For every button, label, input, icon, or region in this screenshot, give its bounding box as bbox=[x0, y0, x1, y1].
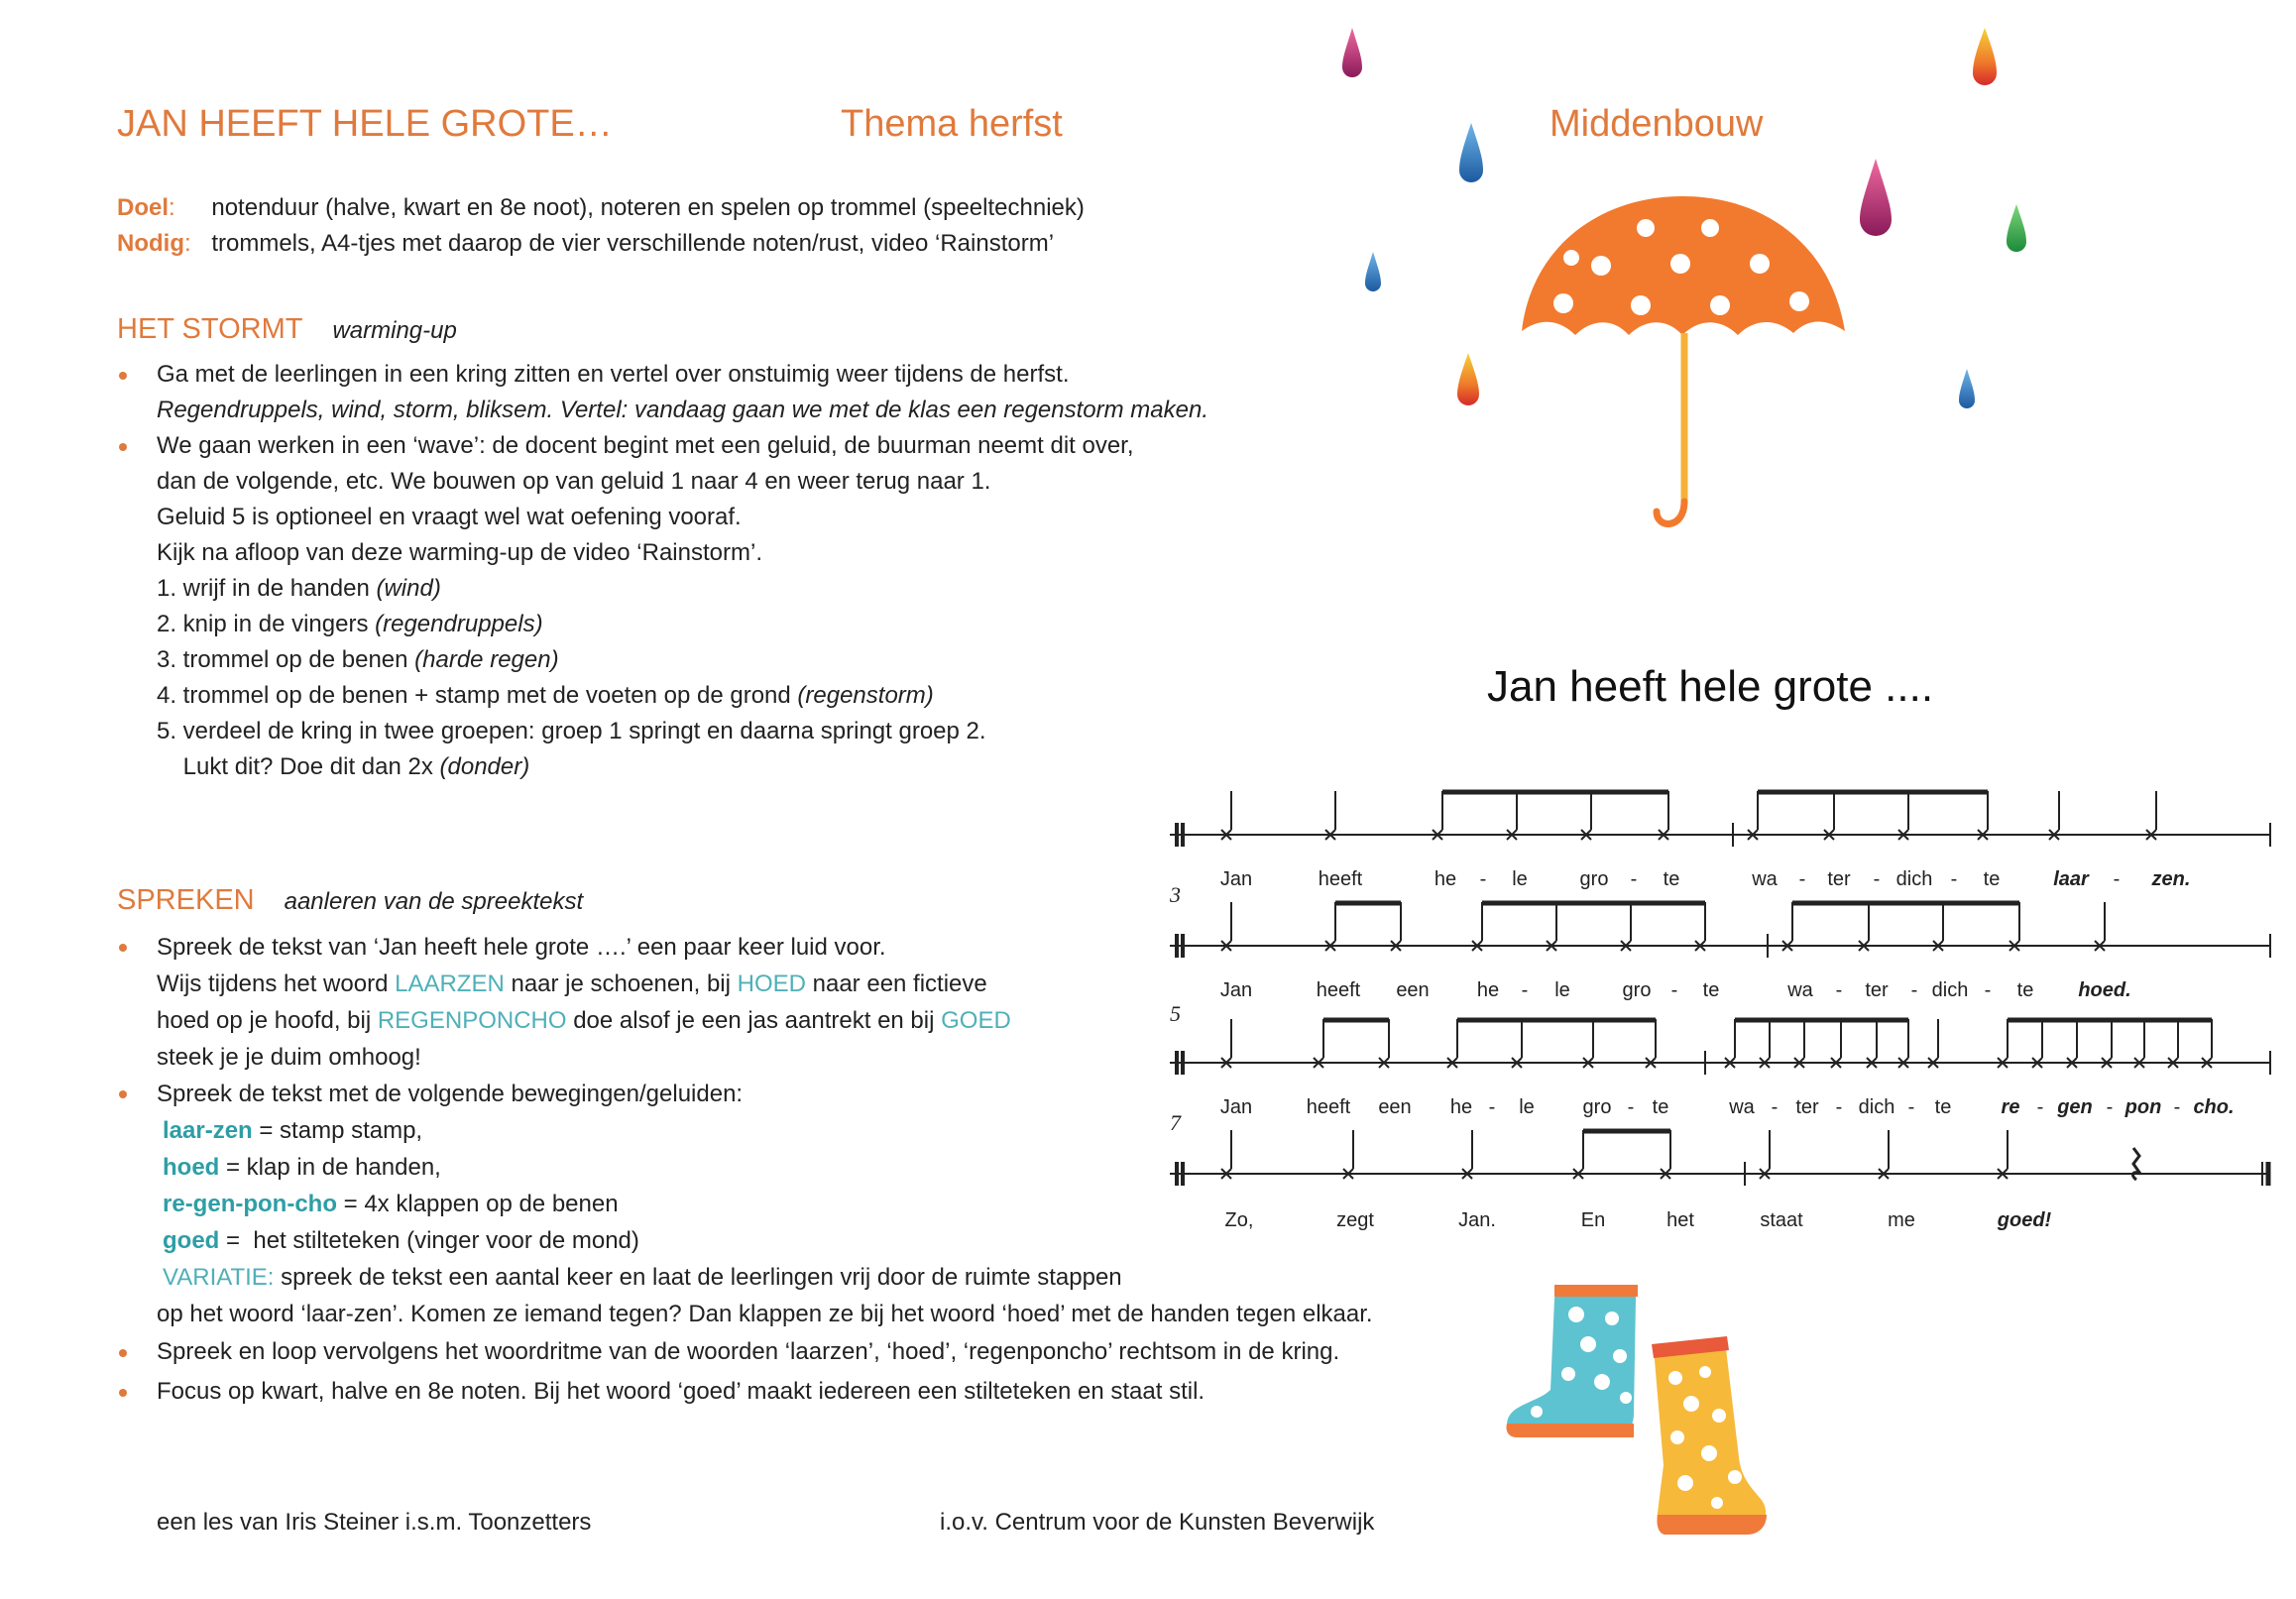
bullet-item: Focus op kwart, halve en 8e noten. Bij het woord ‘goed’ maakt iedereen een stilteteken en staat stil. bbox=[157, 1372, 1445, 1412]
section-het-stormt-body bbox=[157, 357, 1445, 785]
lyric-syllable: En bbox=[1580, 1209, 1606, 1231]
umbrella-illustration bbox=[1512, 188, 1869, 545]
variatie-line: VARIATIE: spreek de tekst een aantal keer en laat de leerlingen vrij door de ruimte stappen bbox=[163, 1264, 1122, 1291]
bullet-continuation: steek je je duim omhoog! bbox=[157, 1044, 421, 1071]
raindrop-icon bbox=[1365, 252, 1381, 291]
lyric-syllable: - bbox=[2036, 1096, 2044, 1118]
lyric-syllable: le bbox=[1554, 979, 1570, 1001]
lyric-syllable: - bbox=[1771, 1096, 1779, 1118]
lyric-syllable: he bbox=[1449, 1096, 1473, 1118]
lyric-syllable: een bbox=[1378, 1096, 1412, 1118]
variatie-continuation: op het woord ‘laar-zen’. Komen ze iemand tegen? Dan klappen ze bij het woord ‘hoed’ met de handen tegen elkaar. bbox=[157, 1301, 1373, 1327]
lyric-syllable: te bbox=[1652, 1096, 1669, 1118]
lyric-syllable: - bbox=[1950, 868, 1958, 890]
lyric-syllable: - bbox=[1670, 979, 1678, 1001]
bullet-continuation: Regendruppels, wind, storm, bliksem. Vertel: vandaag gaan we met de klas een regenstorm maken. bbox=[157, 397, 1208, 423]
lyric-syllable: - bbox=[1488, 1096, 1496, 1118]
boot-icon bbox=[1506, 1285, 1638, 1437]
lyric-syllable: ter bbox=[1795, 1096, 1819, 1118]
lyric-syllable: he bbox=[1476, 979, 1500, 1001]
lyric-syllable: cho. bbox=[2193, 1096, 2235, 1118]
lyric-syllable: - bbox=[1798, 868, 1806, 890]
lyric-syllable: te bbox=[1702, 979, 1720, 1001]
bullet-continuation: Geluid 5 is optioneel en vraagt wel wat oefening vooraf. bbox=[157, 504, 742, 530]
lyric-syllable: dich bbox=[1895, 868, 1933, 890]
lyric-syllable: zegt bbox=[1336, 1209, 1374, 1231]
bullet-continuation: Wijs tijdens het woord LAARZEN naar je schoenen, bij HOED naar een fictieve bbox=[157, 971, 987, 997]
lyric-syllable: staat bbox=[1760, 1209, 1803, 1231]
bullet-continuation: Kijk na afloop van deze warming-up de video ‘Rainstorm’. bbox=[157, 539, 762, 566]
nodig-label: Nodig bbox=[117, 230, 184, 257]
page-title: JAN HEEFT HELE GROTE… bbox=[117, 103, 613, 145]
lyric-syllable: he bbox=[1434, 868, 1457, 890]
lyric-syllable: Jan. bbox=[1458, 1209, 1496, 1231]
move-item: re-gen-pon-cho = 4x klappen op de benen bbox=[163, 1191, 619, 1217]
lyric-syllable: wa bbox=[1752, 868, 1778, 890]
lyric-syllable: me bbox=[1888, 1209, 1915, 1231]
bullet-item: Spreek de tekst met de volgende bewegingen/geluiden: bbox=[157, 1076, 1445, 1112]
measure-number: 5 bbox=[1170, 1001, 1181, 1026]
score-title: Jan heeft hele grote .... bbox=[1487, 662, 1934, 711]
lyric-syllable: gro bbox=[1622, 979, 1652, 1001]
section-spreken-heading bbox=[117, 884, 583, 917]
lyric-syllable: - bbox=[2113, 868, 2121, 890]
lyric-syllable: laar bbox=[2053, 868, 2089, 890]
level-title: Middenbouw bbox=[1550, 103, 1764, 145]
step-item: 5. verdeel de kring in twee groepen: groep 1 springt en daarna springt groep 2. bbox=[157, 718, 986, 744]
section-het-stormt-heading bbox=[117, 313, 457, 346]
lyric-syllable: heeft bbox=[1316, 979, 1361, 1001]
step-item: Lukt dit? Doe dit dan 2x (donder) bbox=[157, 753, 530, 780]
lyric-syllable: Jan bbox=[1219, 979, 1253, 1001]
lyric-syllable: - bbox=[1521, 979, 1529, 1001]
lyric-syllable: te bbox=[2016, 979, 2034, 1001]
step-item: 2. knip in de vingers (regendruppels) bbox=[157, 611, 543, 637]
raindrop-icon bbox=[1457, 353, 1479, 405]
lyric-syllable: wa bbox=[1787, 979, 1813, 1001]
step-item: 3. trommel op de benen (harde regen) bbox=[157, 646, 559, 673]
lyric-syllable: een bbox=[1396, 979, 1430, 1001]
raindrop-icon bbox=[1973, 28, 1997, 85]
lyric-syllable: Jan bbox=[1219, 868, 1253, 890]
lyric-syllable: ter bbox=[1865, 979, 1889, 1001]
lyric-syllable: pon bbox=[2124, 1096, 2162, 1118]
nodig-text: trommels, A4-tjes met daarop de vier verschillende noten/rust, video ‘Rainstorm’ bbox=[211, 230, 1055, 257]
lyric-syllable: Zo, bbox=[1224, 1209, 1254, 1231]
move-item: goed = het stilteteken (vinger voor de mond) bbox=[163, 1227, 639, 1254]
boot-icon bbox=[1652, 1336, 1767, 1535]
doel-label: Doel bbox=[117, 194, 170, 221]
theme-title: Thema herfst bbox=[841, 103, 1063, 145]
raindrop-icon bbox=[1959, 369, 1975, 408]
section-title: HET STORMT bbox=[117, 313, 303, 345]
bullet-item: We gaan werken in een ‘wave’: de docent begint met een geluid, de buurman neemt dit over, bbox=[157, 428, 1445, 464]
bullet-item: Spreek de tekst van ‘Jan heeft hele grote ….’ een paar keer luid voor. bbox=[157, 929, 1445, 966]
bullet-item: Ga met de leerlingen in een kring zitten en vertel over onstuimig weer tijdens de herfst. bbox=[157, 357, 1445, 393]
move-item: hoed = klap in de handen, bbox=[163, 1154, 441, 1181]
lyric-syllable: - bbox=[1479, 868, 1487, 890]
lyric-syllable: - bbox=[1910, 979, 1918, 1001]
step-item: 1. wrijf in de handen (wind) bbox=[157, 575, 441, 602]
lyric-syllable: goed! bbox=[1997, 1209, 2052, 1231]
bullet-continuation: dan de volgende, etc. We bouwen op van geluid 1 naar 4 en weer terug naar 1. bbox=[157, 468, 991, 495]
footer-commission: i.o.v. Centrum voor de Kunsten Beverwijk bbox=[940, 1509, 1375, 1536]
lyric-syllable: - bbox=[2106, 1096, 2114, 1118]
measure-number: 7 bbox=[1170, 1110, 1181, 1135]
lyric-syllable: te bbox=[1934, 1096, 1952, 1118]
lyric-syllable: - bbox=[1630, 868, 1638, 890]
bullet-continuation: hoed op je hoofd, bij REGENPONCHO doe alsof je een jas aantrekt en bij GOED bbox=[157, 1007, 1011, 1034]
lyric-syllable: dich bbox=[1858, 1096, 1895, 1118]
lyric-syllable: hoed. bbox=[2078, 979, 2131, 1001]
boots-illustration bbox=[1497, 1279, 1794, 1556]
measure-number: 3 bbox=[1170, 882, 1181, 907]
lyric-syllable: le bbox=[1519, 1096, 1535, 1118]
lyric-syllable: - bbox=[1873, 868, 1881, 890]
quarter-rest-icon bbox=[2133, 1148, 2140, 1180]
lyric-syllable: - bbox=[2173, 1096, 2181, 1118]
lyric-syllable: het bbox=[1666, 1209, 1694, 1231]
doel-line: Doel: notenduur (halve, kwart en 8e noot), noteren en spelen op trommel (speeltechniek) bbox=[117, 194, 1085, 221]
lyric-syllable: - bbox=[1907, 1096, 1915, 1118]
step-item: 4. trommel op de benen + stamp met de voeten op de grond (regenstorm) bbox=[157, 682, 934, 709]
bullet-item: Spreek en loop vervolgens het woordritme van de woorden ‘laarzen’, ‘hoed’, ‘regenponcho’ rechtsom in de kring. bbox=[157, 1332, 1445, 1372]
lyric-syllable: ter bbox=[1827, 868, 1851, 890]
lyric-syllable: heeft bbox=[1306, 1096, 1351, 1118]
lyric-syllable: gro bbox=[1579, 868, 1609, 890]
lyric-syllable: te bbox=[1983, 868, 2001, 890]
lyric-syllable: Jan bbox=[1219, 1096, 1253, 1118]
lyric-syllable: zen. bbox=[2151, 868, 2191, 890]
lyric-syllable: - bbox=[1835, 979, 1843, 1001]
footer-credit: een les van Iris Steiner i.s.m. Toonzetters bbox=[157, 1509, 592, 1536]
umbrella-icon bbox=[1522, 196, 1845, 523]
doel-text: notenduur (halve, kwart en 8e noot), noteren en spelen op trommel (speeltechniek) bbox=[211, 194, 1085, 221]
lyric-syllable: dich bbox=[1931, 979, 1969, 1001]
lyric-syllable: - bbox=[1627, 1096, 1635, 1118]
lyric-syllable: - bbox=[1984, 979, 1992, 1001]
lyric-syllable: - bbox=[1835, 1096, 1843, 1118]
lyric-syllable: te bbox=[1663, 868, 1680, 890]
raindrop-icon bbox=[2007, 204, 2026, 252]
lyric-syllable: wa bbox=[1729, 1096, 1755, 1118]
raindrop-icon bbox=[1459, 123, 1483, 182]
lyric-syllable: gen bbox=[2057, 1096, 2093, 1118]
section-subtitle: warming-up bbox=[332, 317, 457, 344]
raindrop-icon bbox=[1342, 28, 1362, 77]
lyric-syllable: le bbox=[1512, 868, 1528, 890]
move-item: laar-zen = stamp stamp, bbox=[163, 1117, 423, 1144]
lyric-syllable: re bbox=[2001, 1096, 2020, 1118]
section-title: SPREKEN bbox=[117, 884, 255, 916]
lyric-syllable: gro bbox=[1582, 1096, 1612, 1118]
nodig-line: Nodig: trommels, A4-tjes met daarop de vier verschillende noten/rust, video ‘Rainstorm’ bbox=[117, 230, 1055, 257]
section-subtitle: aanleren van de spreektekst bbox=[284, 888, 584, 915]
lyric-syllable: heeft bbox=[1318, 868, 1363, 890]
